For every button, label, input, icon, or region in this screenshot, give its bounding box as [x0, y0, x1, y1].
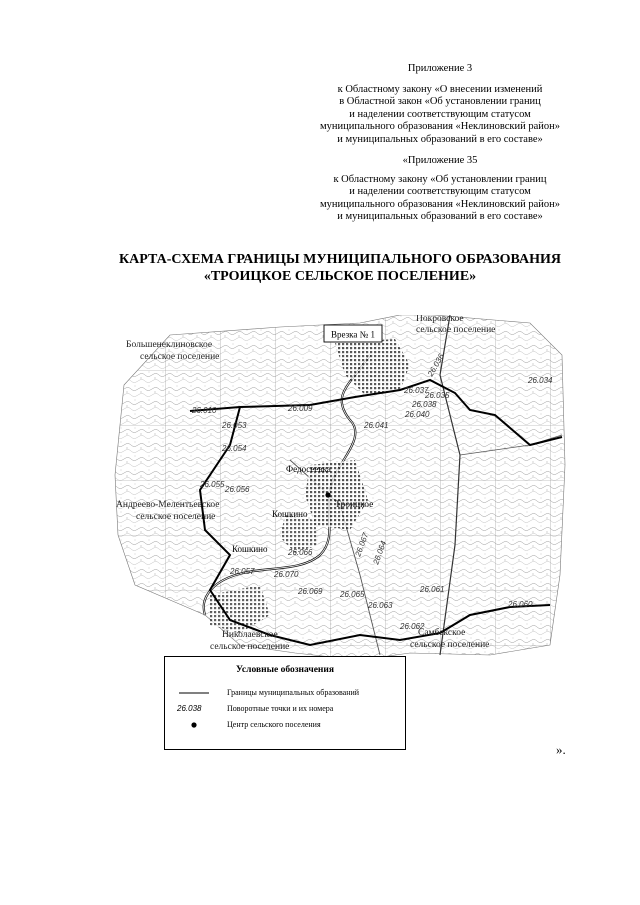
turning-point: 26.041	[364, 421, 389, 430]
legend-center-label: Центр сельского поселения	[227, 720, 321, 729]
legend-row-points	[165, 702, 405, 716]
turning-point: 26.037	[404, 386, 429, 395]
estab-line: муниципального образования «Неклиновский район»	[319, 198, 561, 210]
turning-point: 26.063	[368, 601, 393, 610]
turning-point: 26.034	[528, 376, 553, 385]
turning-point: 26.036	[425, 352, 446, 378]
estab-line: и муниципальных образований в его составе»	[337, 211, 543, 223]
amend-line: в Областной закон «Об установлении границ	[339, 96, 541, 108]
neighbor-samben: Самбекское сельское поселение	[410, 628, 490, 650]
legend-row-boundary	[165, 686, 405, 700]
turning-point: 26.055	[200, 480, 225, 489]
appendix-35-label: «Приложение 35	[402, 155, 478, 166]
map-title	[0, 251, 640, 285]
boundary-line-icon	[177, 686, 211, 700]
neighbor-nikolaev: Николаевское сельское поселение	[210, 630, 290, 652]
legend-row-center	[165, 718, 405, 732]
center-dot-icon	[177, 718, 211, 732]
appendix-35-heading	[280, 155, 600, 167]
map-legend	[164, 656, 406, 750]
turning-point: 26.010	[192, 406, 217, 415]
turning-point: 26.056	[225, 485, 250, 494]
turning-point: 26.057	[230, 567, 255, 576]
neighbor-bolshenekl: Большенеклиновское сельское поселение	[126, 340, 220, 362]
legend-point-label: Поворотные точки и их номера	[227, 704, 334, 713]
appendix-3-heading	[280, 63, 600, 75]
turning-point: 26.062	[400, 622, 425, 631]
amend-line: к Областному закону «О внесении изменений	[337, 84, 543, 95]
turning-point: 26.064	[371, 539, 389, 566]
turning-point: 26.067	[353, 531, 371, 558]
settlement-fedoseevka: Федосеевка	[286, 464, 331, 474]
turning-point: 26.038	[412, 400, 437, 409]
legend-title: Условные обозначения	[235, 665, 335, 675]
legend-boundary-label: Границы муниципальных образований	[227, 688, 360, 697]
inset-label: Врезка № 1	[331, 329, 375, 340]
title-line-1: КАРТА-СХЕМА ГРАНИЦЫ МУНИЦИПАЛЬНОГО ОБРАЗОВАНИЯ	[119, 252, 561, 267]
settlement-troitskoe: Троицкое	[335, 500, 374, 510]
amend-line: муниципального образования «Неклиновский район»	[319, 121, 561, 133]
neighbor-pokrovskoe: Покровское сельское поселение	[416, 315, 496, 335]
turning-point: 26.070	[274, 570, 299, 579]
amendment-law-reference	[280, 84, 600, 146]
amend-line: и муниципальных образований в его составе»	[337, 133, 543, 145]
turning-point: 26.066	[288, 548, 313, 557]
settlement-koshkino-2: Кошкино	[232, 544, 268, 554]
turning-point: 26.053	[222, 421, 247, 430]
turning-point: 26.061	[420, 585, 445, 594]
settlement-koshkino-1: Кошкино	[272, 509, 308, 519]
estab-line: к Областному закону «Об установлении границ	[333, 174, 547, 185]
turning-point: 26.069	[298, 587, 323, 596]
turning-point: 26.065	[340, 590, 365, 599]
title-line-2: «ТРОИЦКОЕ СЕЛЬСКОЕ ПОСЕЛЕНИЕ»	[203, 269, 477, 284]
legend-point-sample: 26.038	[177, 704, 202, 713]
turning-point: 26.040	[405, 410, 430, 419]
turning-point: 26.060	[508, 600, 533, 609]
estab-line: и наделении соответствующим статусом	[349, 186, 531, 198]
turning-point: 26.009	[288, 404, 313, 413]
neighbor-andreevo: Андреево-Мелентьевское сельское поселение	[116, 500, 220, 522]
turning-point: 26.035	[425, 391, 450, 400]
closing-quote: ».	[556, 742, 566, 757]
establishment-law-reference	[280, 174, 600, 224]
appendix-3-label: Приложение 3	[407, 63, 473, 74]
turning-point: 26.054	[222, 444, 247, 453]
settlement-center-marker	[325, 492, 330, 497]
boundary-map	[110, 315, 570, 660]
amend-line: и наделении соответствующим статусом	[349, 108, 531, 120]
